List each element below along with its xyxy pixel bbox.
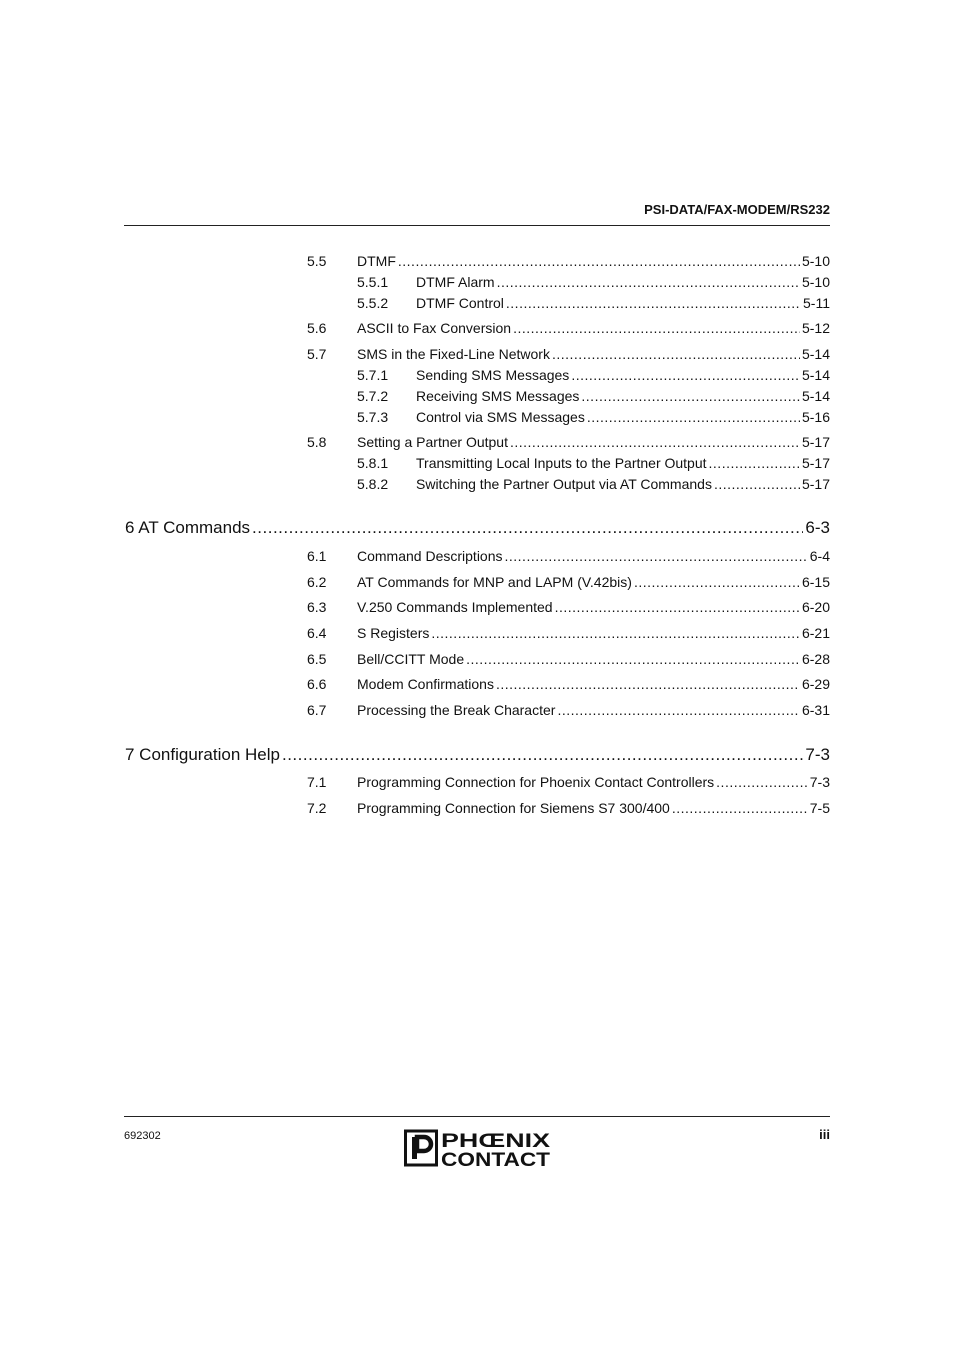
toc-entry-title: Sending SMS Messages [416, 367, 570, 383]
toc-entry-page: 7-5 [809, 800, 830, 816]
toc-entry-number: 5.7.1 [357, 367, 389, 383]
toc-entry-number: 7.1 [307, 774, 327, 790]
toc-dot-leader [510, 434, 800, 450]
toc-entry-number: 5.8.1 [357, 455, 389, 471]
toc-entry-title: Receiving SMS Messages [416, 388, 580, 404]
toc-dot-leader [716, 774, 808, 790]
toc-entry-page: 7-3 [805, 745, 830, 764]
toc-entry-page: 5-14 [801, 367, 830, 383]
toc-entry-page: 6-20 [801, 599, 830, 615]
toc-entry-number: 6.3 [307, 599, 327, 615]
toc-entry-page: 5-11 [803, 295, 830, 311]
toc-entry[interactable] [357, 455, 830, 471]
toc-entry-number: 5.6 [307, 320, 327, 336]
toc-entry-page: 6-29 [801, 676, 830, 692]
toc-entry-title: ASCII to Fax Conversion [357, 320, 512, 336]
toc-entry[interactable] [357, 367, 830, 383]
toc-entry-title: Setting a Partner Output [357, 434, 508, 450]
toc-entry-page: 5-17 [801, 476, 830, 492]
toc-entry[interactable] [307, 702, 830, 718]
phoenix-contact-logo [404, 1128, 552, 1173]
toc-dot-leader [431, 625, 800, 641]
toc-entry-number: 6.1 [307, 548, 327, 564]
toc-entry-number: 6.4 [307, 625, 327, 641]
toc-entry-title: 7 Configuration Help [125, 745, 280, 764]
toc-dot-leader [557, 702, 800, 718]
toc-entry-page: 6-31 [801, 702, 830, 718]
toc-entry[interactable] [357, 388, 830, 404]
toc-entry-page: 5-17 [801, 455, 830, 471]
toc-dot-leader [634, 574, 800, 590]
toc-dot-leader [571, 367, 800, 383]
toc-entry[interactable] [307, 434, 830, 450]
toc-entry-title: DTMF [357, 253, 396, 269]
toc-dot-leader [506, 295, 801, 311]
page-header-title: PSI-DATA/FAX-MODEM/RS232 [644, 202, 830, 217]
toc-entry-title: S Registers [357, 625, 430, 641]
toc-dot-leader [552, 346, 800, 362]
toc-entry[interactable] [357, 274, 830, 290]
toc-entry-title: V.250 Commands Implemented [357, 599, 553, 615]
toc-dot-leader [252, 518, 803, 538]
toc-entry[interactable] [307, 599, 830, 615]
toc-entry-number: 5.7 [307, 346, 327, 362]
document-code: 692302 [124, 1130, 161, 1142]
toc-entry-number: 5.5.2 [357, 295, 389, 311]
toc-entry-number: 5.8 [307, 434, 327, 450]
toc-entry[interactable] [307, 774, 830, 790]
toc-entry-title: Bell/CCITT Mode [357, 651, 465, 667]
toc-dot-leader [581, 388, 800, 404]
toc-entry-page: 5-17 [801, 434, 830, 450]
toc-entry-number: 6.5 [307, 651, 327, 667]
toc-dot-leader [496, 676, 800, 692]
toc-entry[interactable] [125, 745, 830, 765]
toc-entry[interactable] [307, 651, 830, 667]
toc-entry-page: 6-28 [801, 651, 830, 667]
toc-dot-leader [282, 745, 803, 765]
toc-entry[interactable] [357, 295, 830, 311]
toc-entry-title: 6 AT Commands [125, 518, 251, 537]
toc-entry-page: 7-3 [809, 774, 830, 790]
toc-entry-page: 5-12 [801, 320, 830, 336]
toc-entry-page: 6-4 [809, 548, 830, 564]
toc-entry[interactable] [357, 409, 830, 425]
toc-entry[interactable] [307, 676, 830, 692]
toc-entry[interactable] [307, 346, 830, 362]
toc-dot-leader [672, 800, 808, 816]
toc-entry-page: 5-14 [801, 388, 830, 404]
toc-entry-number: 6.6 [307, 676, 327, 692]
toc-entry-page: 5-16 [801, 409, 830, 425]
toc-entry-page: 5-10 [801, 253, 830, 269]
header-rule [124, 225, 830, 226]
logo-text-line2: CONTACT [441, 1150, 551, 1168]
toc-dot-leader [714, 476, 800, 492]
toc-entry-title: Command Descriptions [357, 548, 503, 564]
toc-entry-title: Processing the Break Character [357, 702, 556, 718]
toc-dot-leader [555, 599, 800, 615]
toc-entry-number: 5.7.2 [357, 388, 389, 404]
toc-entry[interactable] [307, 253, 830, 269]
toc-entry[interactable] [307, 548, 830, 564]
toc-dot-leader [505, 548, 808, 564]
toc-entry-page: 5-14 [801, 346, 830, 362]
page-number: iii [819, 1127, 830, 1142]
footer-rule [124, 1116, 830, 1117]
toc-entry-number: 5.5 [307, 253, 327, 269]
toc-entry[interactable] [307, 574, 830, 590]
toc-entry-number: 5.8.2 [357, 476, 389, 492]
toc-entry-title: Transmitting Local Inputs to the Partner Output [416, 455, 707, 471]
toc-entry-title: Modem Confirmations [357, 676, 494, 692]
toc-dot-leader [398, 253, 800, 269]
toc-entry-page: 6-3 [805, 518, 830, 537]
toc-entry-title: Programming Connection for Phoenix Contact Controllers [357, 774, 715, 790]
toc-entry-title: Control via SMS Messages [416, 409, 585, 425]
toc-entry[interactable] [307, 320, 830, 336]
toc-entry-page: 6-15 [801, 574, 830, 590]
toc-dot-leader [497, 274, 800, 290]
toc-entry-page: 5-10 [801, 274, 830, 290]
toc-entry-title: SMS in the Fixed-Line Network [357, 346, 550, 362]
toc-entry[interactable] [357, 476, 830, 492]
toc-entry-number: 6.2 [307, 574, 327, 590]
toc-dot-leader [709, 455, 800, 471]
toc-dot-leader [513, 320, 800, 336]
toc-entry-title: Programming Connection for Siemens S7 300/400 [357, 800, 670, 816]
toc-dot-leader [466, 651, 800, 667]
logo-text-line1: PHŒNIX [441, 1131, 551, 1152]
toc-entry[interactable] [125, 518, 830, 538]
toc-entry-title: DTMF Alarm [416, 274, 495, 290]
toc-entry-number: 6.7 [307, 702, 327, 718]
toc-entry-number: 7.2 [307, 800, 327, 816]
toc-dot-leader [587, 409, 800, 425]
toc-entry-title: DTMF Control [416, 295, 504, 311]
toc-entry[interactable] [307, 800, 830, 816]
toc-entry-title: AT Commands for MNP and LAPM (V.42bis) [357, 574, 632, 590]
toc-entry-number: 5.5.1 [357, 274, 389, 290]
toc-entry-page: 6-21 [801, 625, 830, 641]
toc-entry-number: 5.7.3 [357, 409, 389, 425]
toc-entry-title: Switching the Partner Output via AT Commands [416, 476, 712, 492]
toc-entry[interactable] [307, 625, 830, 641]
